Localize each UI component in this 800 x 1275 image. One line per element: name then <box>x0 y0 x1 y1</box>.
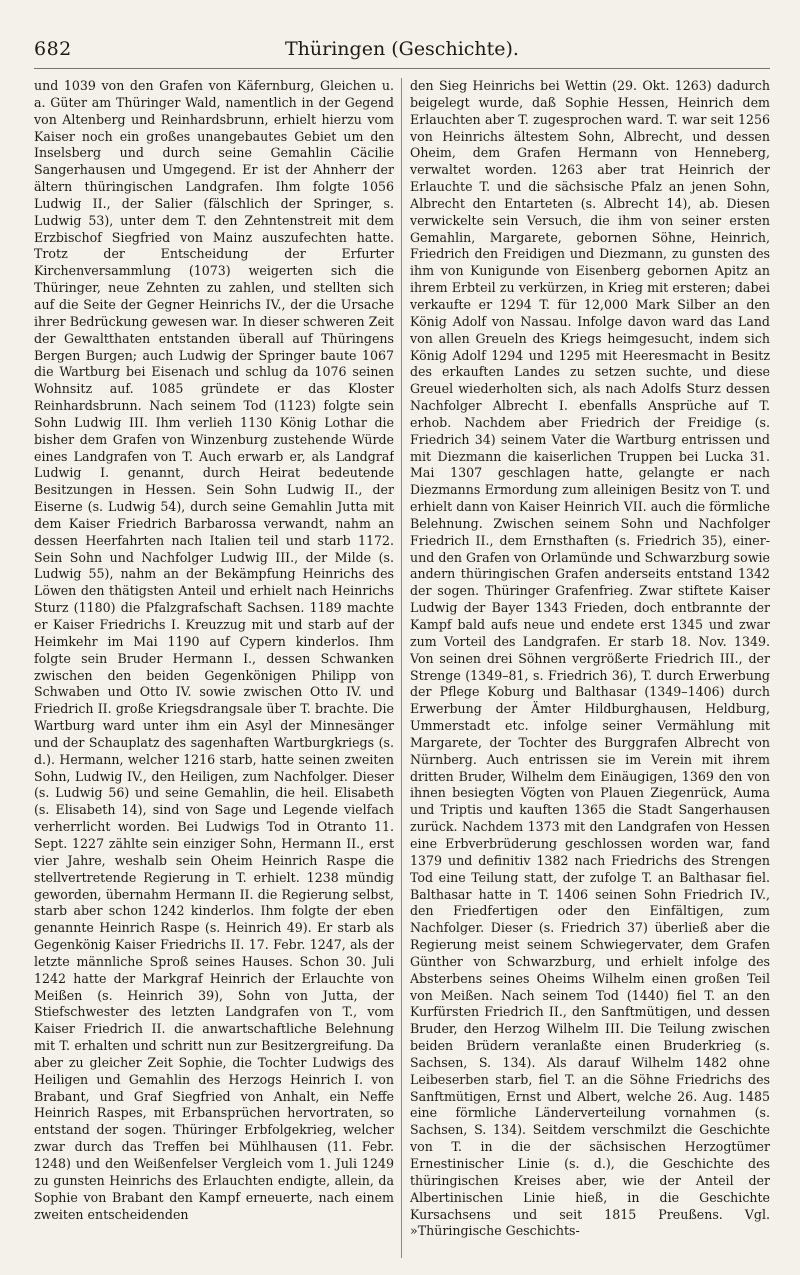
text-column-left <box>34 78 394 1263</box>
text-column-right <box>410 78 770 1263</box>
page-number: 682 <box>34 38 72 60</box>
column-right-text: den Sieg Heinrichs bei Wettin (29. Okt. 1263) dadurch beigelegt wurde, daß Sophie Hessen, Heinrich dem Erlauchten aber T. zugesprochen ward. T. war seit 1256 von Heinrichs ältestem Sohn, Albrecht, und dessen Oheim, dem Grafen Hermann von Henneberg, verwaltet worden. 1263 aber trat Heinrich der Erlauchte T. und die sächsische Pfalz an jenen Sohn, Albrecht den Entarteten (s. Albrecht 14), ab. Diesen verwickelte sein Versuch, die ihm von seiner ersten Gemahlin, Margarete, gebornen Söhne, Heinrich, Friedrich den Freidigen und Diezmann, zu gunsten des ihm von Kunigunde von Eisenberg gebornen Apitz an ihrem Erbteil zu verkürzen, in Krieg mit ersteren; dabei verkaufte er 1294 T. für 12,000 Mark Silber an den König Adolf von Nassau. Infolge davon ward das Land von allen Greueln des Kriegs heimgesucht, indem sich König Adolf 1294 und 1295 mit Heeresmacht in Besitz des erkauften Landes zu setzen suchte, und diese Greuel wiederholten sich, als nach Adolfs Sturz dessen Nachfolger Albrecht I. ebenfalls Ansprüche auf T. erhob. Nachdem aber Friedrich der Freidige (s. Friedrich 34) seinem Vater die Wartburg entrissen und mit Diezmann die kaiserlichen Truppen bei Lucka 31. Mai 1307 geschlagen hatte, gelangte er nach Diezmanns Ermordung zum alleinigen Besitz von T. und erhielt dann von Kaiser Heinrich VII. auch die förmliche Belehnung. Zwischen seinem Sohn und Nachfolger Friedrich II., dem Ernsthaften (s. Friedrich 35), einer- und den Grafen von Orlamünde und Schwarzburg sowie andern thüringischen Grafen anderseits entstand 1342 der sogen. Thüringer Grafenfrieg. Zwar stiftete Kaiser Ludwig der Bayer 1343 Frieden, doch entbrannte der Kampf bald aufs neue und endete erst 1345 und zwar zum Vorteil des Landgrafen. Er starb 18. Nov. 1349. Von seinen drei Söhnen vergrößerte Friedrich III., der Strenge (1349–81, s. Friedrich 36), T. durch Erwerbung der Pflege Koburg und Balthasar (1349–1406) durch Erwerbung der Ämter Hildburghausen, Heldburg, Ummerstadt etc. infolge seiner Vermählung mit Margarete, der Tochter des Burggrafen Albrecht von Nürnberg. Auch entrissen sie im Verein mit ihrem dritten Bruder, Wilhelm dem Einäugigen, 1369 den von ihnen besiegten Vögten von Plauen Ziegenrück, Auma und Triptis und kauften 1365 die Stadt Sangerhausen zurück. Nachdem 1373 mit den Landgrafen von Hessen eine Erbverbrüderung geschlossen worden war, fand 1379 und definitiv 1382 nach Friedrichs des Strengen Tod eine Teilung statt, der zufolge T. an Balthasar fiel. Balthasar hatte in T. 1406 seinen Sohn Friedrich IV., den Friedfertigen oder den Einfältigen, zum Nachfolger. Dieser (s. Friedrich 37) überließ aber die Regierung meist seinem Schwiegervater, dem Grafen Günther von Schwarzburg, und erhielt infolge des Absterbens seines Oheims Wilhelm einen großen Teil von Meißen. Nach seinem Tod (1440) fiel T. an den Kurfürsten Friedrich II., den Sanftmütigen, und dessen Bruder, den Herzog Wilhelm III. Die Teilung zwischen beiden Brüdern veranlaßte einen Bruderkrieg (s. Sachsen, S. 134). Als darauf Wilhelm 1482 ohne Leibeserben starb, fiel T. an die Söhne Friedrichs des Sanftmütigen, Ernst und Albert, welche 26. Aug. 1485 eine förmliche Länderverteilung vornahmen (s. Sachsen, S. 134). Seitdem verschmilzt die Geschichte von T. in die der sächsischen Herzogtümer Ernestinischer Linie (s. d.), die Geschichte des thüringischen Kreises aber, wie der Anteil der Albertinischen Linie hieß, in die Geschichte Kursachsens und seit 1815 Preußens. Vgl. »Thüringische Geschichts- <box>410 78 770 1239</box>
column-left-text: und 1039 von den Grafen von Käfernburg, Gleichen u. a. Güter am Thüringer Wald, namentlich in der Gegend von Altenberg und Reinhardsbrunn, erhielt hierzu vom Kaiser noch ein großes unangebautes Gebiet um den Inselsberg und durch seine Gemahlin Cäcilie Sangerhausen und Umgegend. Er ist der Ahnherr der ältern thüringischen Landgrafen. Ihm folgte 1056 Ludwig II., der Salier (fälschlich der Springer, s. Ludwig 53), unter dem T. den Zehntenstreit mit dem Erzbischof Siegfried von Mainz auszufechten hatte. Trotz der Entscheidung der Erfurter Kirchenversammlung (1073) weigerten sich die Thüringer, neue Zehnten zu zahlen, und stellten sich auf die Seite der Gegner Heinrichs IV., der die Ursache ihrer Bedrückung gewesen war. In dieser schweren Zeit der Gewaltthaten entstanden überall auf Thüringens Bergen Burgen; auch Ludwig der Springer baute 1067 die Wartburg bei Eisenach und schlug da 1076 seinen Wohnsitz auf. 1085 gründete er das Kloster Reinhardsbrunn. Nach seinem Tod (1123) folgte sein Sohn Ludwig III. Ihm verlieh 1130 König Lothar die bisher dem Grafen von Winzenburg zustehende Würde eines Landgrafen von T. Auch erwarb er, als Landgraf Ludwig I. genannt, durch Heirat bedeutende Besitzungen in Hessen. Sein Sohn Ludwig II., der Eiserne (s. Ludwig 54), durch seine Gemahlin Jutta mit dem Kaiser Friedrich Barbarossa verwandt, nahm an dessen Heerfahrten nach Italien teil und starb 1172. Sein Sohn und Nachfolger Ludwig III., der Milde (s. Ludwig 55), nahm an der Bekämpfung Heinrichs des Löwen den thätigsten Anteil und erhielt nach Heinrichs Sturz (1180) die Pfalzgrafschaft Sachsen. 1189 machte er Kaiser Friedrichs I. Kreuzzug mit und starb auf der Heimkehr im Mai 1190 auf Cypern kinderlos. Ihm folgte sein Bruder Hermann I., dessen Schwanken zwischen den beiden Gegenkönigen Philipp von Schwaben und Otto IV. sowie zwischen Otto IV. und Friedrich II. große Kriegsdrangsale über T. brachte. Die Wartburg ward unter ihm ein Asyl der Minnesänger und der Schauplatz des sagenhaften Wartburgkriegs (s. d.). Hermann, welcher 1216 starb, hatte seinen zweiten Sohn, Ludwig IV., den Heiligen, zum Nachfolger. Dieser (s. Ludwig 56) und seine Gemahlin, die heil. Elisabeth (s. Elisabeth 14), sind von Sage und Legende vielfach verherrlicht worden. Bei Ludwigs Tod in Otranto 11. Sept. 1227 zählte sein einziger Sohn, Hermann II., erst vier Jahre, weshalb sein Oheim Heinrich Raspe die stellvertretende Regierung in T. erhielt. 1238 mündig geworden, übernahm Hermann II. die Regierung selbst, starb aber schon 1242 kinderlos. Ihm folgte der eben genannte Heinrich Raspe (s. Heinrich 49). Er starb als Gegenkönig Kaiser Friedrichs II. 17. Febr. 1247, als der letzte männliche Sproß seines Hauses. Schon 30. Juli 1242 hatte der Markgraf Heinrich der Erlauchte von Meißen (s. Heinrich 39), Sohn von Jutta, der Stiefschwester des letzten Landgrafen von T., vom Kaiser Friedrich II. die anwartschaftliche Belehnung mit T. erhalten und schritt nun zur Besitzergreifung. Da aber zu gleicher Zeit Sophie, die Tochter Ludwigs des Heiligen und Gemahlin des Herzogs Heinrich I. von Brabant, und Graf Siegfried von Anhalt, ein Neffe Heinrich Raspes, mit Erbansprüchen hervortraten, so entstand der sogen. Thüringer Erbfolgekrieg, welcher zwar durch das Treffen bei Mühlhausen (11. Febr. 1248) und den Weißenfelser Vergleich vom 1. Juli 1249 zu gunsten Heinrichs des Erlauchten endigte, allein, da Sophie von Brabant den Kampf erneuerte, nach einem zweiten entscheidenden <box>34 78 394 1222</box>
page-header <box>34 38 770 64</box>
running-title: Thüringen (Geschichte). <box>285 38 519 60</box>
header-rule <box>34 68 770 69</box>
column-divider <box>401 78 402 1258</box>
